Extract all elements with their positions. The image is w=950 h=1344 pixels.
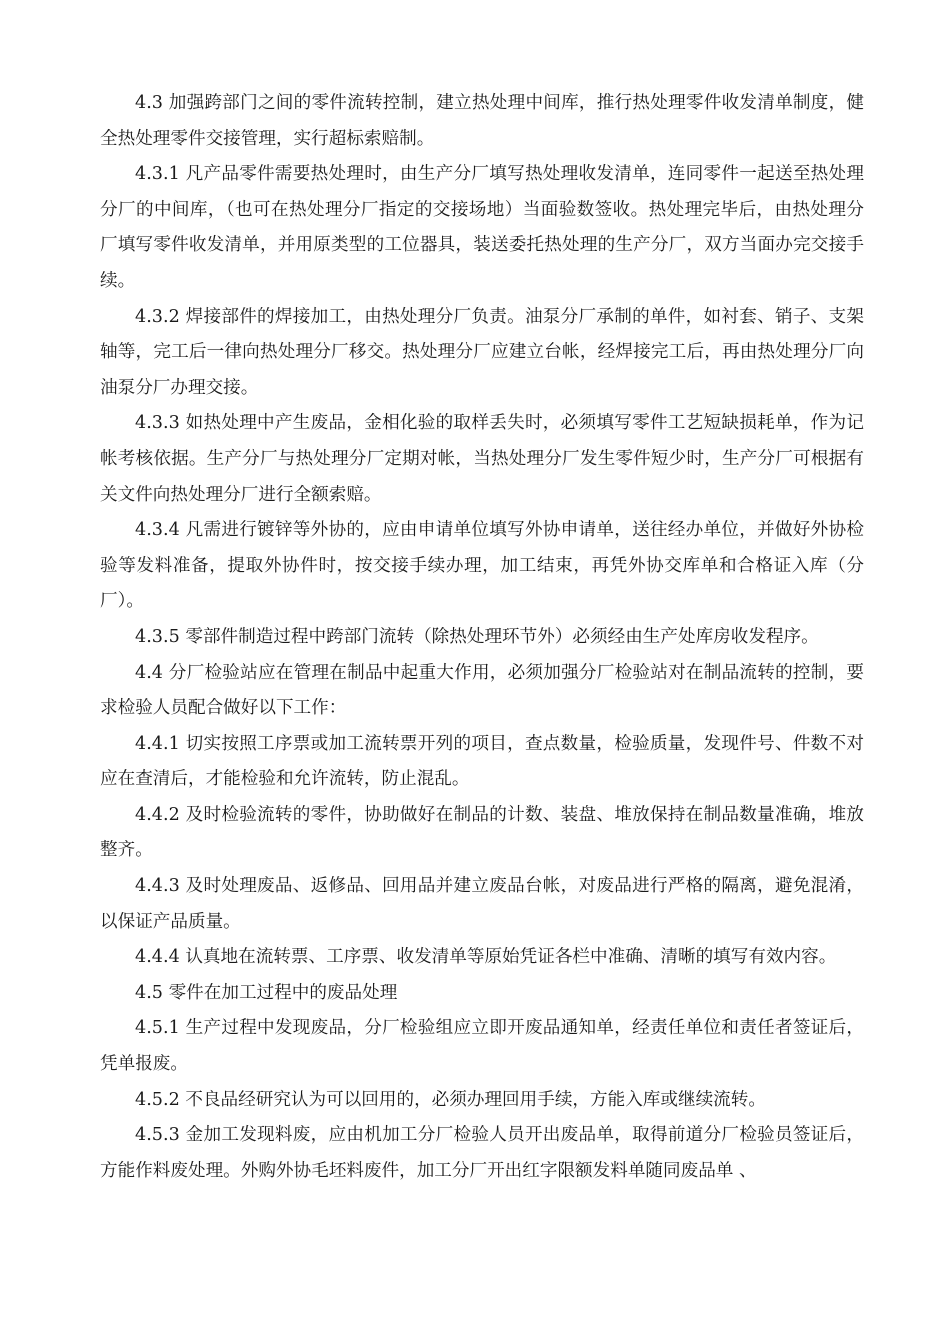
paragraph-4-5: 4.5 零件在加工过程中的废品处理 (135, 982, 398, 1003)
paragraph-4-5-2: 4.5.2 不良品经研究认为可以回用的，必须办理回用手续，方能入库或继续流转。 (135, 1089, 766, 1110)
paragraph-4-4-3: 4.4.3 及时处理废品、返修品、回用品并建立废品台帐，对废品进行严格的隔离，避免混淆，以保证产品质量。 (100, 876, 864, 932)
paragraph-4-3-1: 4.3.1 凡产品零件需要热处理时，由生产分厂填写热处理收发清单，连同零件一起送至热处理分厂的中间库，（也可在热处理分厂指定的交接场地）当面验数签收。热处理完毕后，由热处理分厂填写零件收发清单，并用原类型的工位器具，装送委托热处理的生产分厂，双方当面办完交接手续。 (100, 164, 864, 291)
document-body (100, 86, 864, 1189)
paragraph-4-4-2: 4.4.2 及时检验流转的零件，协助做好在制品的计数、装盘、堆放保持在制品数量准确，堆放整齐。 (100, 804, 864, 861)
paragraph-4-5-1: 4.5.1 生产过程中发现废品，分厂检验组应立即开废品通知单，经责任单位和责任者签证后，凭单报废。 (100, 1018, 864, 1075)
paragraph-4-3: 4.3 加强跨部门之间的零件流转控制，建立热处理中间库，推行热处理零件收发清单制度，健全热处理零件交接管理，实行超标索赔制。 (100, 93, 864, 149)
paragraph-4-3-5: 4.3.5 零部件制造过程中跨部门流转（除热处理环节外）必须经由生产处库房收发程序。 (135, 626, 819, 647)
paragraph-4-3-3: 4.3.3 如热处理中产生废品，金相化验的取样丢失时，必须填写零件工艺短缺损耗单，作为记帐考核依据。生产分厂与热处理分厂定期对帐，当热处理分厂发生零件短少时，生产分厂可根据有关文件向热处理分厂进行全额索赔。 (100, 413, 864, 505)
paragraph-4-3-4: 4.3.4 凡需进行镀锌等外协的，应由申请单位填写外协申请单，送往经办单位，并做好外协检验等发料准备，提取外协件时，按交接手续办理，加工结束，再凭外协交库单和合格证入库（分厂）。 (100, 520, 864, 612)
paragraph-4-5-3: 4.5.3 金加工发现料废，应由机加工分厂检验人员开出废品单，取得前道分厂检验员签证后，方能作料废处理。外购外协毛坯料废件，加工分厂开出红字限额发料单随同废品单 、 (100, 1125, 864, 1181)
paragraph-4-3-2: 4.3.2 焊接部件的焊接加工，由热处理分厂负责。油泵分厂承制的单件，如衬套、销子、支架轴等，完工后一律向热处理分厂移交。热处理分厂应建立台帐，经焊接完工后，再由热处理分厂向油泵分厂办理交接。 (100, 306, 864, 398)
paragraph-4-4-1: 4.4.1 切实按照工序票或加工流转票开列的项目，查点数量，检验质量，发现件号、件数不对应在查清后，才能检验和允许流转，防止混乱。 (100, 733, 864, 790)
paragraph-4-4: 4.4 分厂检验站应在管理在制品中起重大作用，必须加强分厂检验站对在制品流转的控制，要求检验人员配合做好以下工作： (100, 662, 864, 719)
paragraph-4-4-4: 4.4.4 认真地在流转票、工序票、收发清单等原始凭证各栏中准确、清晰的填写有效内容。 (135, 947, 837, 968)
